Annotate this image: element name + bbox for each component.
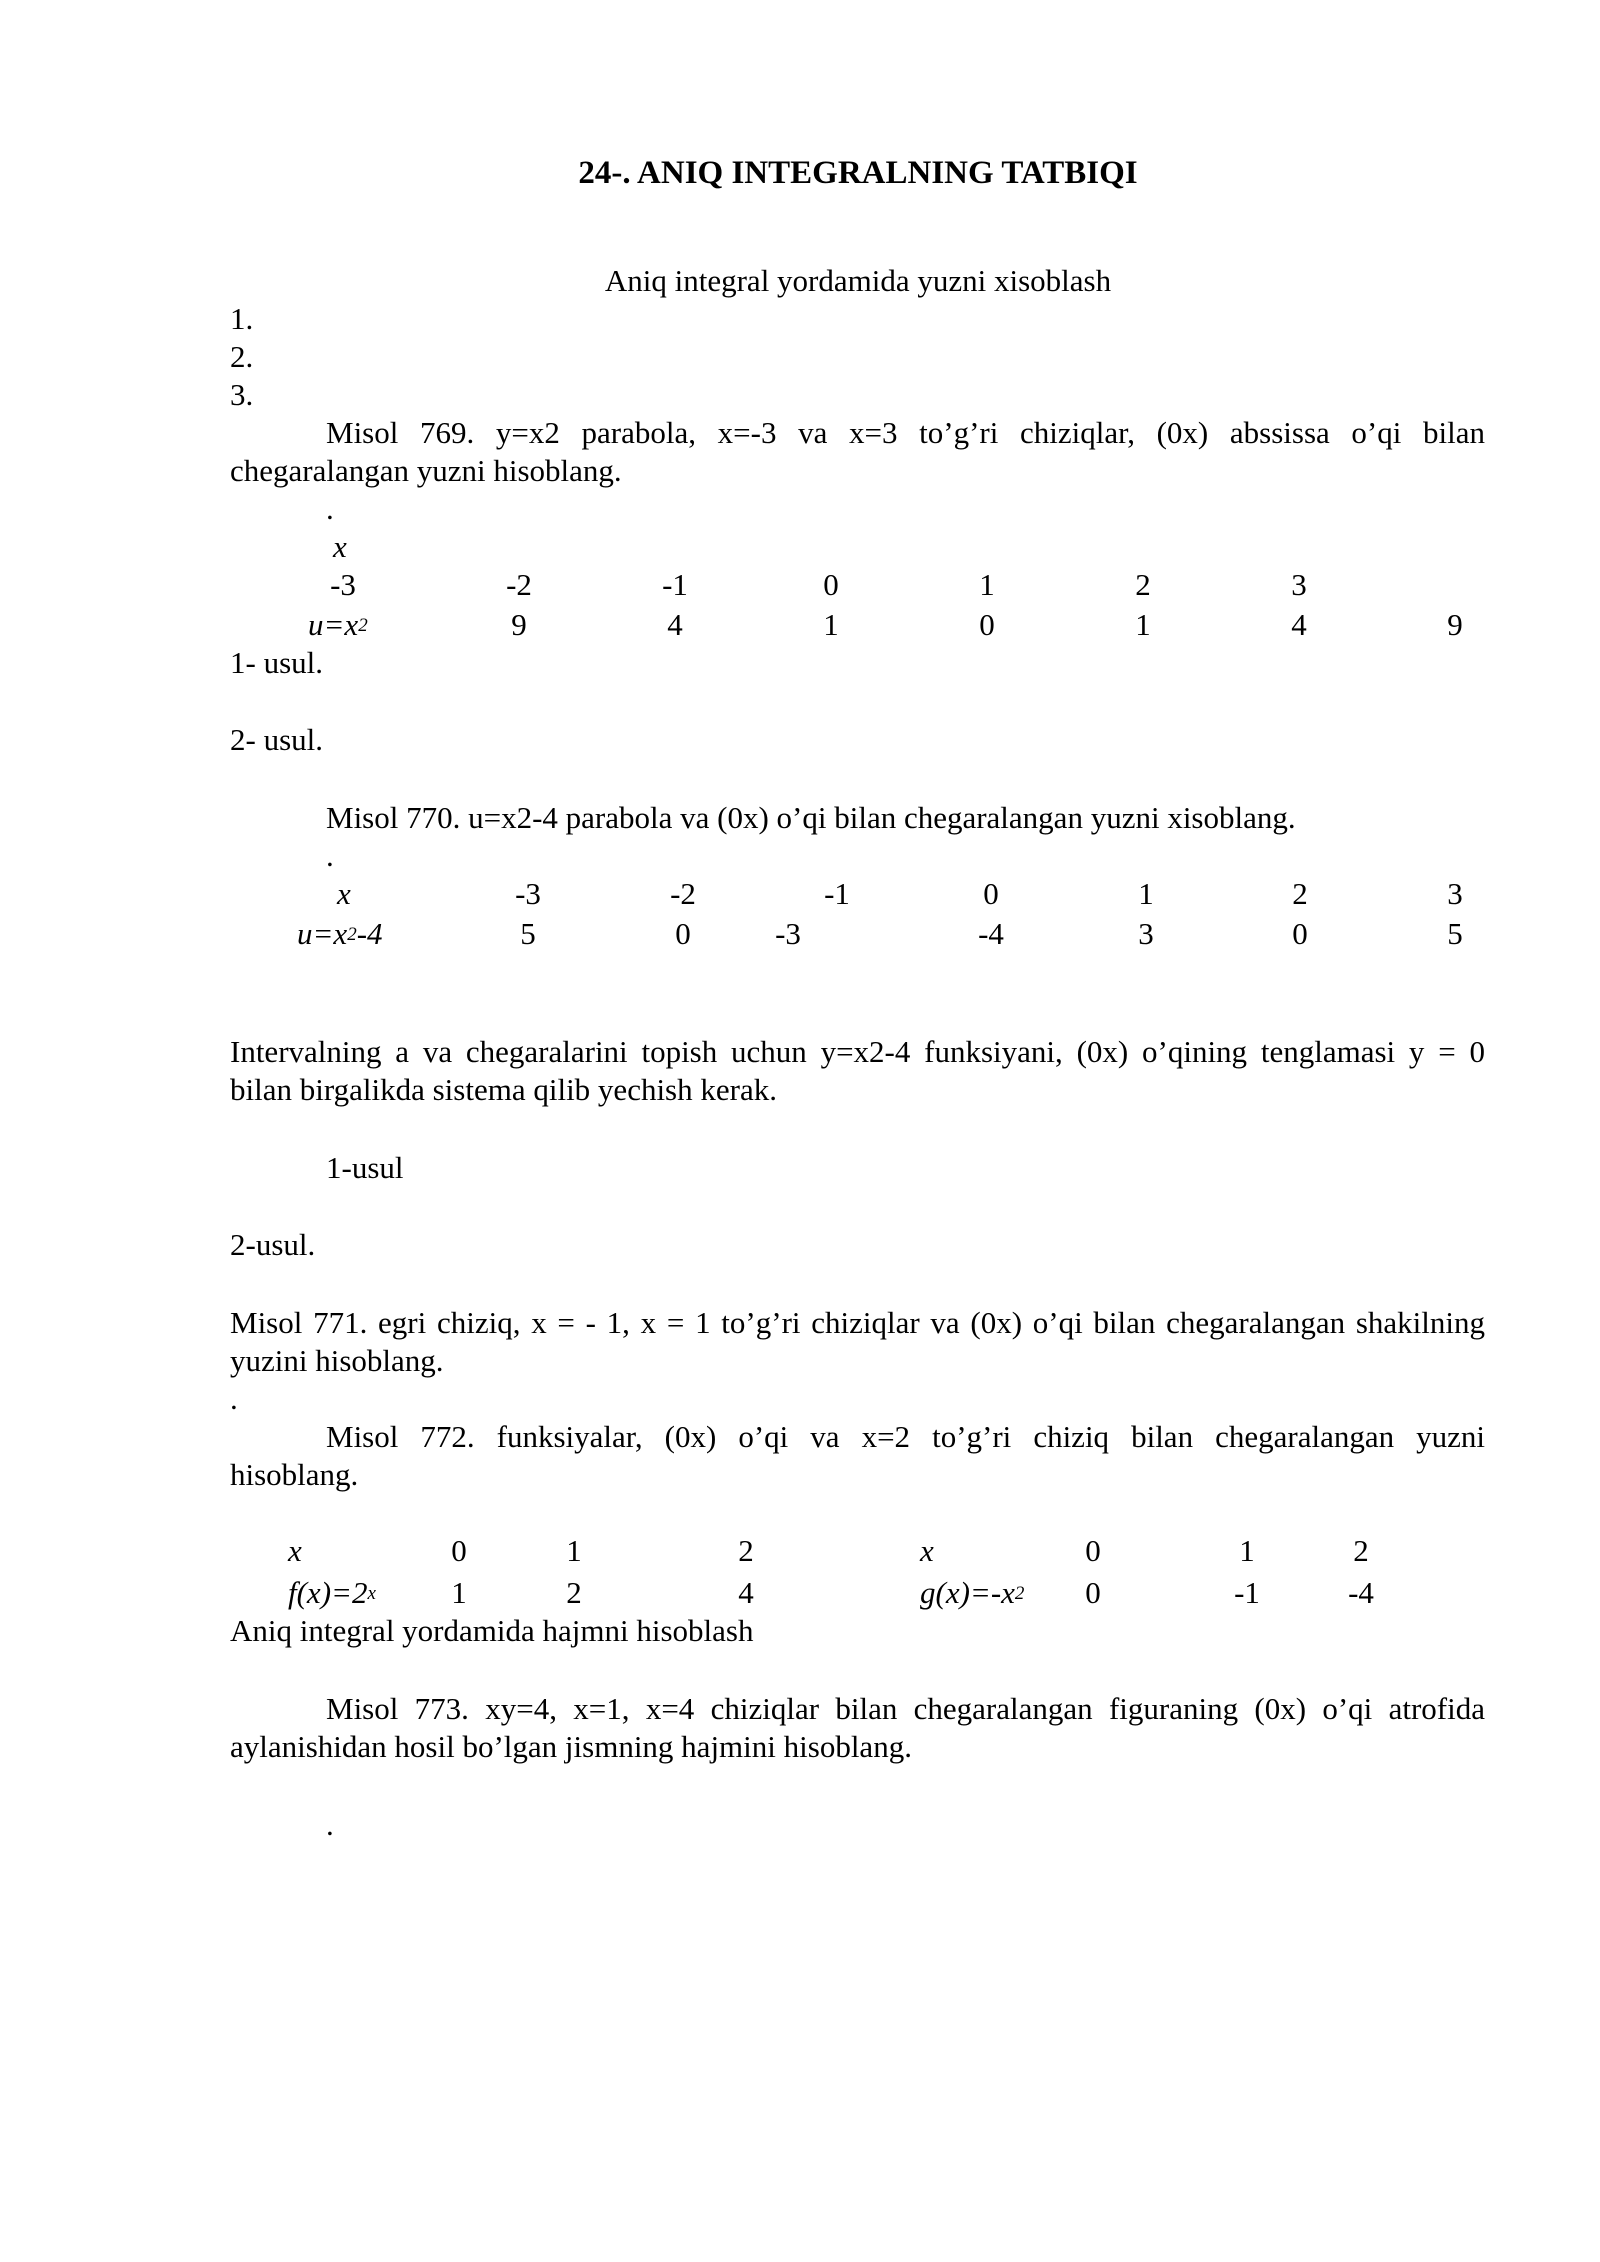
- table-cell: -1: [1234, 1575, 1260, 1610]
- table-cell: -1: [824, 876, 850, 911]
- list-item: 3.: [230, 377, 254, 412]
- example-769-text: Misol 769. y=x2 parabola, x=-3 va x=3 to’g’ri chiziqlar, (0x) abssissa o’qi bilan: [326, 415, 1485, 450]
- table-cell: -3: [515, 876, 541, 911]
- table-cell: -2: [670, 876, 696, 911]
- table-header-f: $f(x)=2^x$: [288, 1575, 376, 1610]
- table-cell: 1: [979, 567, 995, 602]
- interval-paragraph-cont: bilan birgalikda sistema qilib yechish kerak.: [230, 1072, 777, 1107]
- example-770-text: Misol 770. u=x2-4 parabola va (0x) o’qi bilan chegaralangan yuzni xisoblang.: [326, 800, 1296, 835]
- method-2-label: 2-usul.: [230, 1227, 316, 1262]
- table-cell: 0: [1085, 1533, 1101, 1568]
- list-item: 2.: [230, 339, 254, 374]
- table-cell: 3: [1138, 916, 1154, 951]
- dot: .: [230, 1381, 238, 1416]
- table-cell: 0: [1292, 916, 1308, 951]
- table-cell: 0: [675, 916, 691, 951]
- table-cell: 2: [1353, 1533, 1369, 1568]
- table-header-x: x: [920, 1533, 934, 1568]
- table-cell: -3: [775, 916, 801, 951]
- interval-paragraph: Intervalning a va chegaralarini topish uchun y=x2-4 funksiyani, (0x) o’qining tenglamasi y = 0: [230, 1034, 1485, 1069]
- table-header-u: $u=x^2-4$: [297, 916, 383, 951]
- table-cell: 5: [1447, 916, 1463, 951]
- dot: .: [326, 1807, 334, 1842]
- list-item: 1.: [230, 301, 254, 336]
- table-cell: 3: [1447, 876, 1463, 911]
- table-cell: 9: [511, 607, 527, 642]
- table-header-g: $g(x)=-x^2$: [920, 1575, 1025, 1610]
- section-heading-volume: Aniq integral yordamida hajmni hisoblash: [230, 1613, 754, 1648]
- example-772-text-cont: hisoblang.: [230, 1457, 359, 1492]
- table-cell: 2: [566, 1575, 582, 1610]
- method-1-label: 1-usul: [326, 1150, 404, 1185]
- table-cell: 2: [1292, 876, 1308, 911]
- example-771-text: Misol 771. egri chiziq, x = - 1, x = 1 to’g’ri chiziqlar va (0x) o’qi bilan chegaralangan shakilning: [230, 1305, 1485, 1340]
- table-cell: 1: [1239, 1533, 1255, 1568]
- section-heading-area: Aniq integral yordamida yuzni xisoblash: [604, 263, 1112, 298]
- method-1-label: 1- usul.: [230, 645, 323, 680]
- dot: .: [326, 838, 334, 873]
- table-cell: -1: [662, 567, 688, 602]
- table-cell: -4: [1348, 1575, 1374, 1610]
- table-header-x: x: [288, 1533, 302, 1568]
- table-cell: 0: [823, 567, 839, 602]
- table-cell: 2: [738, 1533, 754, 1568]
- table-header-x: x: [333, 529, 347, 564]
- table-header-x: x: [337, 876, 351, 911]
- table-cell: 5: [520, 916, 536, 951]
- table-header-u: $u=x^2$: [308, 607, 368, 642]
- table-cell: 1: [566, 1533, 582, 1568]
- page-title: 24-. ANIQ INTEGRALNING TATBIQI: [578, 155, 1138, 191]
- dot: .: [326, 491, 334, 526]
- example-773-text: Misol 773. xy=4, x=1, x=4 chiziqlar bilan chegaralangan figuraning (0x) o’qi atrofida: [326, 1691, 1485, 1726]
- table-cell: 4: [1291, 607, 1307, 642]
- table-cell: -2: [506, 567, 532, 602]
- method-2-label: 2- usul.: [230, 722, 323, 757]
- example-772-text: Misol 772. funksiyalar, (0x) o’qi va x=2 to’g’ri chiziq bilan chegaralangan yuzni: [326, 1419, 1485, 1454]
- table-cell: 3: [1291, 567, 1307, 602]
- table-cell: 0: [979, 607, 995, 642]
- table-cell: 0: [451, 1533, 467, 1568]
- example-769-text-cont: chegaralangan yuzni hisoblang.: [230, 453, 622, 488]
- table-cell: 9: [1447, 607, 1463, 642]
- example-773-text-cont: aylanishidan hosil bo’lgan jismning hajmini hisoblang.: [230, 1729, 912, 1764]
- table-cell: 4: [738, 1575, 754, 1610]
- table-cell: 1: [451, 1575, 467, 1610]
- table-cell: 0: [1085, 1575, 1101, 1610]
- table-cell: -4: [978, 916, 1004, 951]
- table-cell: 1: [1138, 876, 1154, 911]
- table-cell: 1: [1135, 607, 1151, 642]
- table-cell: 2: [1135, 567, 1151, 602]
- table-cell: -3: [330, 567, 356, 602]
- table-cell: 0: [983, 876, 999, 911]
- table-cell: 4: [667, 607, 683, 642]
- example-771-text-cont: yuzini hisoblang.: [230, 1343, 444, 1378]
- table-cell: 1: [823, 607, 839, 642]
